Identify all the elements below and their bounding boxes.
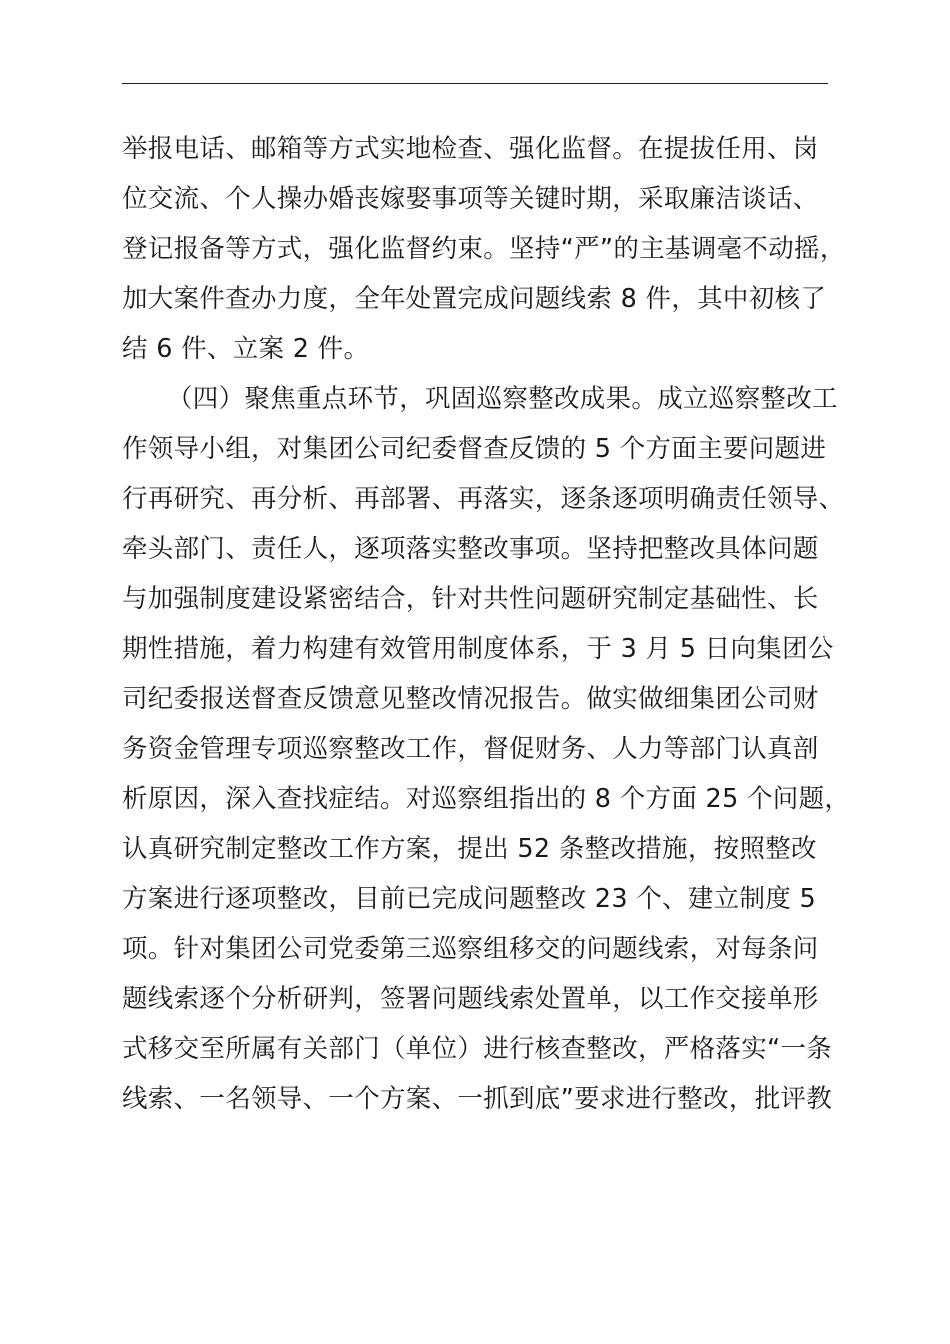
text-line: 项。针对集团公司党委第三巡察组移交的问题线索，对每条问 — [122, 934, 819, 964]
paragraph-2 — [122, 374, 851, 1124]
text-line: 认真研究制定整改工作方案，提出 52 条整改措施，按照整改 — [122, 834, 817, 864]
text-line: 析原因，深入查找症结。对巡察组指出的 8 个方面 25 个问题， — [122, 784, 851, 814]
text-line: 位交流、个人操办婚丧嫁娶事项等关键时期，采取廉洁谈话、 — [122, 184, 819, 214]
text-line: 加大案件查办力度，全年处置完成问题线索 8 件，其中初核了 — [122, 284, 827, 314]
text-line: 牵头部门、责任人，逐项落实整改事项。坚持把整改具体问题 — [122, 534, 819, 564]
header-rule — [122, 83, 828, 84]
text-line: 登记报备等方式，强化监督约束。坚持“严”的主基调毫不动摇， — [122, 234, 846, 264]
text-line: 举报电话、邮箱等方式实地检查、强化监督。在提拔任用、岗 — [122, 134, 819, 164]
text-line: 司纪委报送督查反馈意见整改情况报告。做实做细集团公司财 — [122, 684, 819, 714]
text-line: 线索、一名领导、一个方案、一抓到底”要求进行整改，批评教 — [122, 1084, 833, 1114]
text-line: 式移交至所属有关部门（单位）进行核查整改，严格落实“一条 — [122, 1034, 833, 1064]
text-line: 行再研究、再分析、再部署、再落实，逐条逐项明确责任领导、 — [122, 484, 845, 514]
text-line: 方案进行逐项整改，目前已完成问题整改 23 个、建立制度 5 — [122, 884, 816, 914]
text-line: 务资金管理专项巡察整改工作，督促财务、人力等部门认真剖 — [122, 734, 819, 764]
text-line: 期性措施，着力构建有效管用制度体系，于 3 月 5 日向集团公 — [122, 634, 834, 664]
document-body — [122, 124, 851, 1124]
text-line: 结 6 件、立案 2 件。 — [122, 334, 370, 364]
text-line: 与加强制度建设紧密结合，针对共性问题研究制定基础性、长 — [122, 584, 819, 614]
text-line: 作领导小组，对集团公司纪委督查反馈的 5 个方面主要问题进 — [122, 434, 827, 464]
text-line: 题线索逐个分析研判，签署问题线索处置单，以工作交接单形 — [122, 984, 819, 1014]
paragraph-1 — [122, 124, 846, 374]
text-line: （四）聚焦重点环节，巩固巡察整改成果。成立巡察整改工 — [167, 384, 838, 414]
